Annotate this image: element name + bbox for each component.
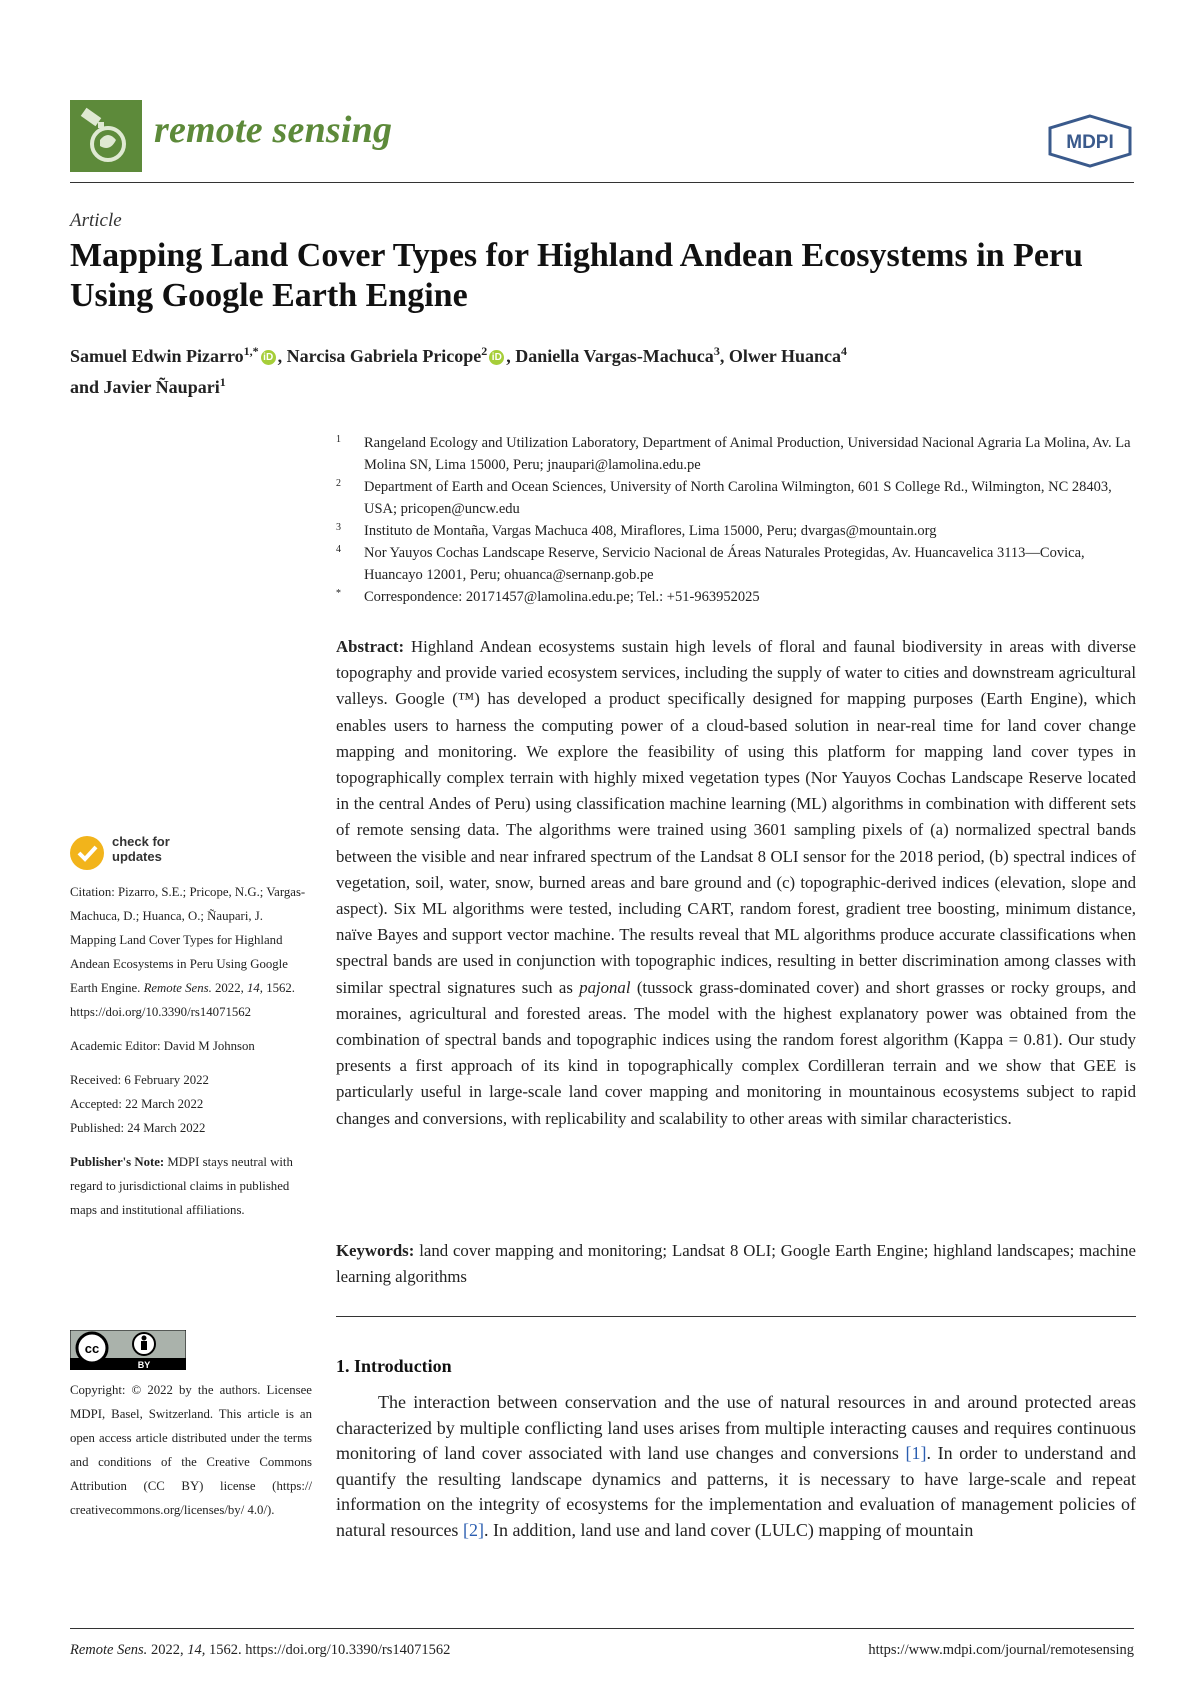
academic-editor: Academic Editor: David M Johnson xyxy=(70,1039,255,1053)
abstract xyxy=(336,634,1136,1132)
author-affiliation-sup: 2 xyxy=(481,344,488,358)
footer-journal: Remote Sens. xyxy=(70,1642,148,1658)
svg-text:cc: cc xyxy=(84,1341,100,1356)
author-affiliation-sup: 4 xyxy=(840,344,847,358)
abstract-text-continued: (tussock grass-dominated cover) and short grasses or rocky groups, and moraines, agricultural and forested areas. The model with the highest explanatory power was obtained from the combination of spectral bands and topographic indices using the random forest algorithm (Kappa = 0.81). Our study presents a first approach of its kind in topographically complex Cordilleran terrain and we show that GEE is particularly useful in large-scale land cover mapping and monitoring in mountainous ecosystems subject to rapid changes and conversions, with replicability and scalability to other areas with similar characteristics. xyxy=(336,977,1136,1128)
check-for-updates-label xyxy=(112,834,170,864)
received-date: Received: 6 February 2022 xyxy=(70,1073,209,1087)
mdpi-logo-text: MDPI xyxy=(1066,132,1114,153)
affiliation-item xyxy=(336,586,1136,608)
footer-volume: 14, xyxy=(187,1642,206,1658)
footer-doi[interactable]: 1562. https://doi.org/10.3390/rs14071562 xyxy=(208,1642,451,1658)
affiliation-text: Nor Yauyos Cochas Landscape Reserve, Servicio Nacional de Áreas Naturales Protegidas, Av. Huancavelica 3113—Covica, Huancayo 12001, Peru; ohuanca@sernanp.gob.pe xyxy=(364,545,1085,583)
journal-name: remote sensing xyxy=(154,109,393,151)
author-name[interactable]: Javier Ñaupari xyxy=(103,377,220,397)
and-word: and xyxy=(70,377,100,397)
footer-citation xyxy=(70,1642,450,1659)
intro-text: The interaction between conservation and the use of natural resources in and around protected areas characterized by multiple conflicting land uses arises from multiple interacting causes and requires continuous monitoring of land cover associated with land use changes and conversions xyxy=(336,1392,1136,1464)
article-type-label: Article xyxy=(70,210,122,231)
affiliation-text: Instituto de Montaña, Vargas Machuca 408, Miraflores, Lima 15000, Peru; dvargas@mountain.org xyxy=(364,523,937,539)
abstract-label: Abstract: xyxy=(336,637,405,656)
author-list: Samuel Edwin Pizarro$^{1,*}$ iD , Narcisa Gabriela Pricope$^2$ iD , Daniella Vargas-Machuca$^3$, Olwer Huanca$^4$ and Javier Ñaupari$^1$ xyxy=(70,344,847,397)
publisher-note xyxy=(70,1150,312,1222)
mdpi-logo xyxy=(1046,114,1134,168)
section-divider xyxy=(336,1316,1136,1317)
copyright-notice: Copyright: © 2022 by the authors. Licensee MDPI, Basel, Switzerland. This article is an open access article distributed under the terms and conditions of the Creative Commons Attribution (CC BY) license (https:// creativecommons.org/licenses/by/ 4.0/). xyxy=(70,1383,312,1517)
section-heading-introduction: 1. Introduction xyxy=(336,1356,452,1376)
author-affiliation-sup: 3 xyxy=(713,344,720,358)
publisher-note-text: MDPI stays neutral with regard to jurisdictional claims in published maps and institutional affiliations. xyxy=(70,1155,293,1217)
affiliation-text: Rangeland Ecology and Utilization Laboratory, Department of Animal Production, Universidad Nacional Agraria La Molina, Av. La Molina SN, Lima 15000, Peru; jnaupari@lamolina.edu.pe xyxy=(364,435,1131,473)
citation-doi[interactable]: 1562. https://doi.org/10.3390/rs14071562 xyxy=(70,981,295,1019)
affiliation-text: Department of Earth and Ocean Sciences, University of North Carolina Wilmington, 601 S College Rd., Wilmington, NC 28403, USA; pricopen@uncw.edu xyxy=(364,479,1112,517)
author-name[interactable]: Narcisa Gabriela Pricope xyxy=(286,346,482,366)
publisher-note-label: Publisher's Note: xyxy=(70,1155,165,1169)
keywords xyxy=(336,1238,1136,1290)
license-badge-label: BY xyxy=(137,1360,151,1370)
intro-text: . In addition, land use and land cover (LULC) mapping of mountain xyxy=(483,1519,974,1540)
citation xyxy=(70,880,312,1024)
affiliation-item xyxy=(336,476,1136,520)
check-line-1: check for xyxy=(112,834,170,849)
article-title: Mapping Land Cover Types for Highland Andean Ecosystems in Peru Using Google Earth Engine xyxy=(70,237,1083,314)
affiliation-number: * xyxy=(336,588,341,599)
footer-journal-url[interactable]: https://www.mdpi.com/journal/remotesensing xyxy=(868,1642,1134,1658)
affiliation-number: 3 xyxy=(336,522,341,533)
accepted-date: Accepted: 22 March 2022 xyxy=(70,1097,204,1111)
footer-year: 2022, xyxy=(150,1642,184,1658)
checkmark-icon xyxy=(70,836,104,870)
citation-label: Citation: xyxy=(70,885,115,899)
orcid-icon[interactable]: iD xyxy=(261,350,276,365)
footer-divider xyxy=(70,1628,1134,1629)
orcid-icon[interactable]: iD xyxy=(489,350,504,365)
affiliation-number: 2 xyxy=(336,478,341,489)
affiliations xyxy=(336,432,1136,608)
citation-volume: 14, xyxy=(247,981,263,995)
affiliation-number: 4 xyxy=(336,544,341,555)
cc-by-license-badge[interactable] xyxy=(70,1330,186,1370)
check-line-2: updates xyxy=(112,849,162,864)
affiliation-text: Correspondence: 20171457@lamolina.edu.pe; Tel.: +51-963952025 xyxy=(364,589,760,605)
author-affiliation-sup: 1,* xyxy=(243,344,259,358)
abstract-text: Highland Andean ecosystems sustain high levels of floral and faunal biodiversity in areas with diverse topography and provide varied ecosystem services, including the supply of water to cities and downstream agricultural valleys. Google (™) has developed a product specifically designed for mapping purposes (Earth Engine), which enables users to harness the computing power of a cloud-based solution in near-real time for land cover change mapping and monitoring. We explore the feasibility of using this platform for mapping land cover types in topographically complex terrain with highly mixed vegetation types (Nor Yauyos Cochas Landscape Reserve located in the central Andes of Peru) using classification machine learning (ML) algorithms in combination with different sets of remote sensing data. The algorithms were trained using 3601 sampling pixels of (a) normalized spectral bands between the visible and near infrared spectrum of the Landsat 8 OLI sensor for the 2018 period, (b) spectral indices of vegetation, soil, water, snow, burned areas and bare ground and (c) topographic-derived indices (elevation, slope and aspect). Six ML algorithms were tested, including CART, random forest, gradient tree boosting, minimum distance, naïve Bayes and support vector machine. The results reveal that ML algorithms produce accurate classifications when spectral bands are used in conjunction with topographic indices, resulting in better discrimination among classes with similar spectral signatures such as xyxy=(336,637,1136,997)
keywords-text: land cover mapping and monitoring; Landsat 8 OLI; Google Earth Engine; highland landscapes; machine learning algorithms xyxy=(336,1241,1136,1287)
citation-year: 2022, xyxy=(215,981,244,995)
keywords-label: Keywords: xyxy=(336,1241,415,1260)
affiliation-item xyxy=(336,432,1136,476)
affiliation-number: 1 xyxy=(336,434,341,445)
reference-link[interactable]: [1] xyxy=(905,1443,927,1464)
author-name[interactable]: Olwer Huanca xyxy=(728,346,841,366)
author-affiliation-sup: 1 xyxy=(219,375,226,389)
author-name[interactable]: Samuel Edwin Pizarro xyxy=(70,346,244,366)
citation-block xyxy=(70,880,312,1222)
affiliation-item xyxy=(336,520,1136,542)
reference-link[interactable]: [2] xyxy=(462,1519,484,1540)
published-date: Published: 24 March 2022 xyxy=(70,1121,206,1135)
abstract-italic-term: pajonal xyxy=(579,977,631,997)
affiliation-item xyxy=(336,542,1136,586)
author-name[interactable]: Daniella Vargas-Machuca xyxy=(515,346,714,366)
journal-logo xyxy=(70,100,142,172)
introduction-paragraph xyxy=(336,1390,1136,1544)
intro-text: . In order to understand and quantify the resulting landscape dynamics and patterns, it is necessary to have large-scale and repeat information on the integrity of ecosystems for the implementation and evaluation of management policies of natural resources xyxy=(336,1443,1136,1540)
citation-journal: Remote Sens. xyxy=(143,981,212,995)
citation-text: Pizarro, S.E.; Pricope, N.G.; Vargas-Machuca, D.; Huanca, O.; Ñaupari, J. Mapping Land Cover Types for Highland Andean Ecosystems in Peru Using Google Earth Engine. xyxy=(70,885,306,995)
header-divider xyxy=(70,182,1134,183)
